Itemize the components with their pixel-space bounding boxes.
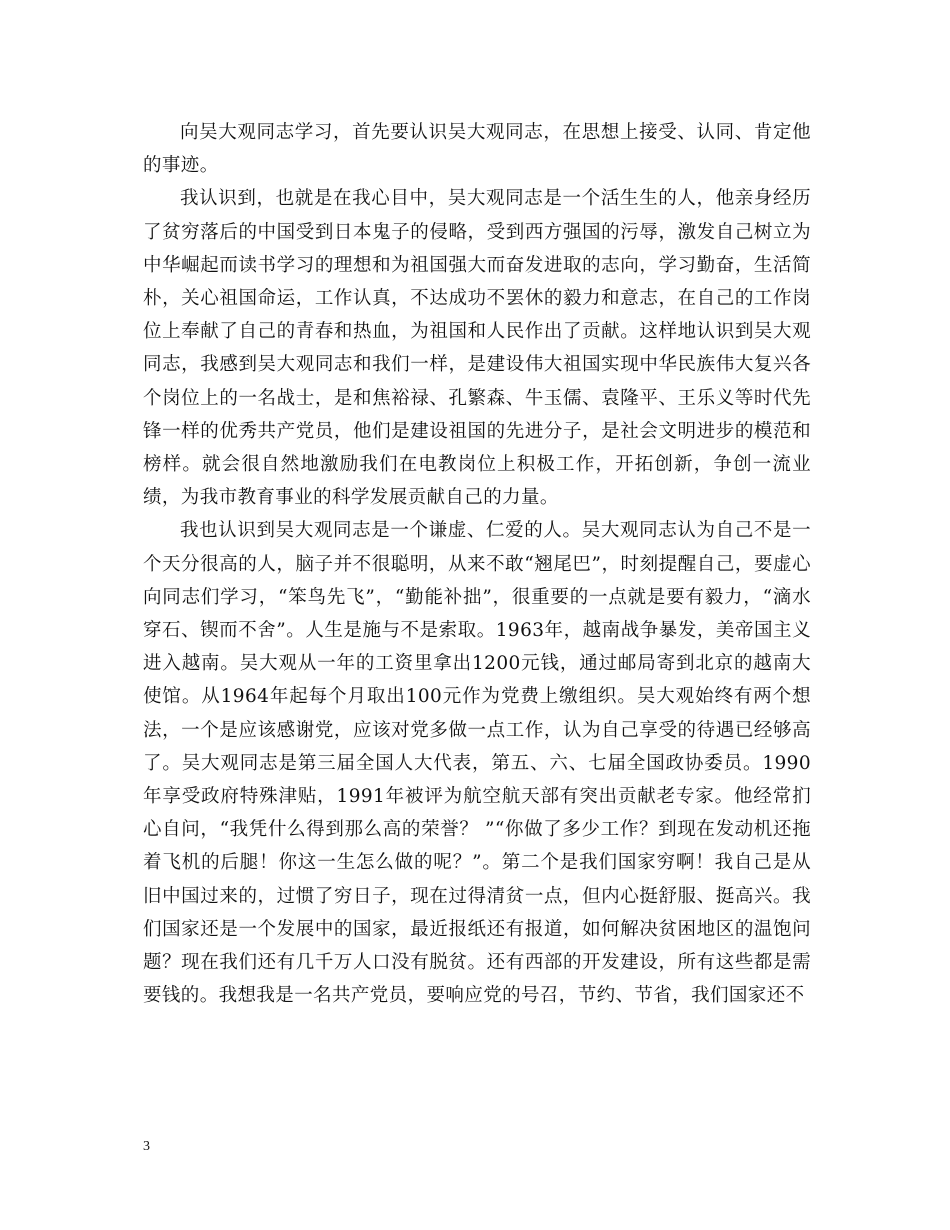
page-number: 3 <box>143 1139 150 1154</box>
paragraph-1: 向吴大观同志学习，首先要认识吴大观同志，在思想上接受、认同、肯定他的事迹。 <box>143 122 811 177</box>
paragraph-2: 我认识到，也就是在我心目中，吴大观同志是一个活生生的人，他亲身经历了贫穷落后的中国受到日本鬼子的侵略，受到西方强国的污辱，激发自己树立为中华崛起而读书学习的理想和为祖国强大而奋发进取的志向，学习勤奋，生活简朴，关心祖国命运，工作认真，不达成功不罢休的毅力和意志，在自己的工作岗位上奉献了自己的青春和热血，为祖国和人民作出了贡献。这样地认识到吴大观同志，我感到吴大观同志和我们一样，是建设伟大祖国实现中华民族伟大复兴各个岗位上的一名战士，是和焦裕禄、孔繁森、牛玉儒、袁隆平、王乐义等时代先锋一样的优秀共产党员，他们是建设祖国的先进分子，是社会文明进步的模范和榜样。就会很自然地激励我们在电教岗位上积极工作，开拓创新，争创一流业绩，为我市教育事业的科学发展贡献自己的力量。 <box>143 188 811 509</box>
paragraph-3: 我也认识到吴大观同志是一个谦虚、仁爱的人。吴大观同志认为自己不是一个天分很高的人，脑子并不很聪明，从来不敢“翘尾巴”，时刻提醒自己，要虚心向同志们学习，“笨鸟先飞”，“勤能补拙”，很重要的一点就是要有毅力，“滴水穿石、锲而不舍”。人生是施与不是索取。1963年，越南战争暴发，美帝国主义进入越南。吴大观从一年的工资里拿出1200元钱，通过邮局寄到北京的越南大使馆。从1964年起每个月取出100元作为党费上缴组织。吴大观始终有两个想法，一个是应该感谢党，应该对党多做一点工作，认为自己享受的待遇已经够高了。吴大观同志是第三届全国人大代表，第五、六、七届全国政协委员。1990年享受政府特殊津贴，1991年被评为航空航天部有突出贡献老专家。他经常扪心自问，“我凭什么得到那么高的荣誉？ ”“你做了多少工作？到现在发动机还拖着飞机的后腿！你这一生怎么做的呢？”。第二个是我们国家穷啊！我自己是从旧中国过来的，过惯了穷日子，现在过得清贫一点，但内心挺舒服、挺高兴。我们国家还是一个发展中的国家，最近报纸还有报道，如何解决贫困地区的温饱问题？现在我们还有几千万人口没有脱贫。还有西部的开发建设，所有这些都是需要钱的。我想我是一名共产党员，要响应党的号召，节约、节省，我们国家还不 <box>143 520 811 1007</box>
document-body <box>143 116 811 1012</box>
